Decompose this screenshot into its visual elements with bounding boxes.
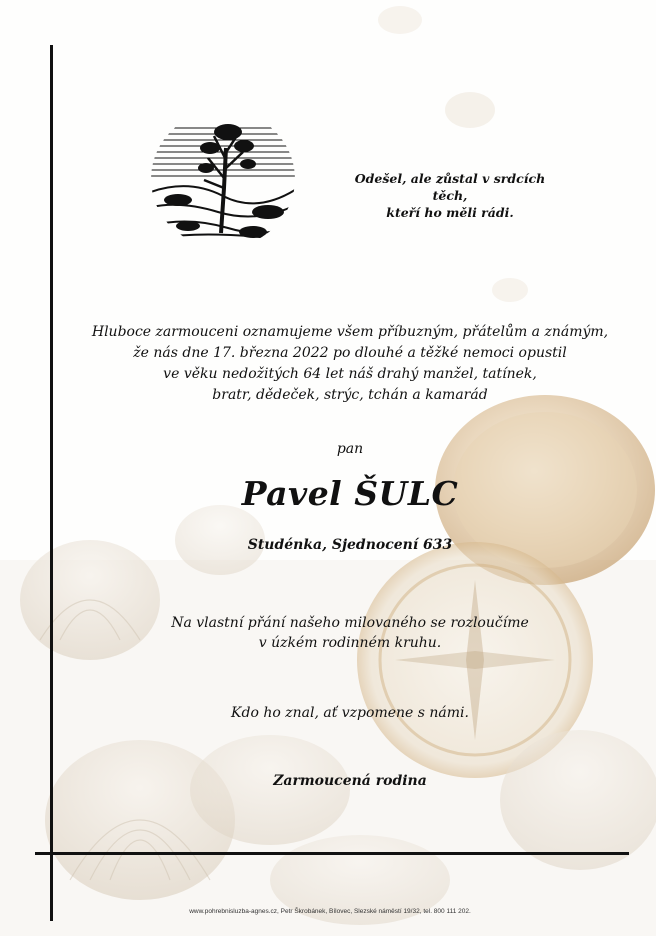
vertical-border-line	[50, 45, 53, 921]
wish-line: v úzkém rodinném kruhu.	[258, 635, 442, 651]
farewell-wish	[60, 613, 640, 653]
wish-line: Na vlastní přání našeho milovaného se rozloučíme	[171, 615, 529, 631]
tree-landscape-emblem-icon	[148, 108, 298, 250]
horizontal-border-line	[35, 852, 629, 855]
announcement-line: ve věku nedožitých 64 let náš drahý manžel, tatínek,	[163, 366, 537, 382]
funeral-service-footer: www.pohrebnisluzba-agnes.cz, Petr Škrobánek, Bílovec, Slezské náměstí 19/32, tel. 800 111 202.	[189, 908, 471, 915]
closing-line: Kdo ho znal, ať vzpomene s námi.	[231, 705, 469, 721]
motto-line: Odešel, ale zůstal v srdcích těch,	[354, 171, 546, 203]
announcement-text	[60, 322, 640, 406]
announcement-line: že nás dne 17. března 2022 po dlouhé a těžké nemoci opustil	[133, 345, 567, 361]
announcement-line: bratr, dědeček, strýc, tchán a kamarád	[212, 387, 488, 403]
deceased-name: Pavel ŠULC	[241, 474, 459, 513]
deceased-address: Studénka, Sjednocení 633	[247, 537, 453, 553]
salutation: pan	[336, 441, 364, 457]
announcement-line: Hluboce zarmouceni oznamujeme všem příbuzným, přátelům a známým,	[91, 324, 609, 340]
motto-quote	[350, 170, 550, 221]
motto-line: kteří ho měli rádi.	[386, 205, 514, 220]
family-signature: Zarmoucená rodina	[273, 773, 427, 789]
